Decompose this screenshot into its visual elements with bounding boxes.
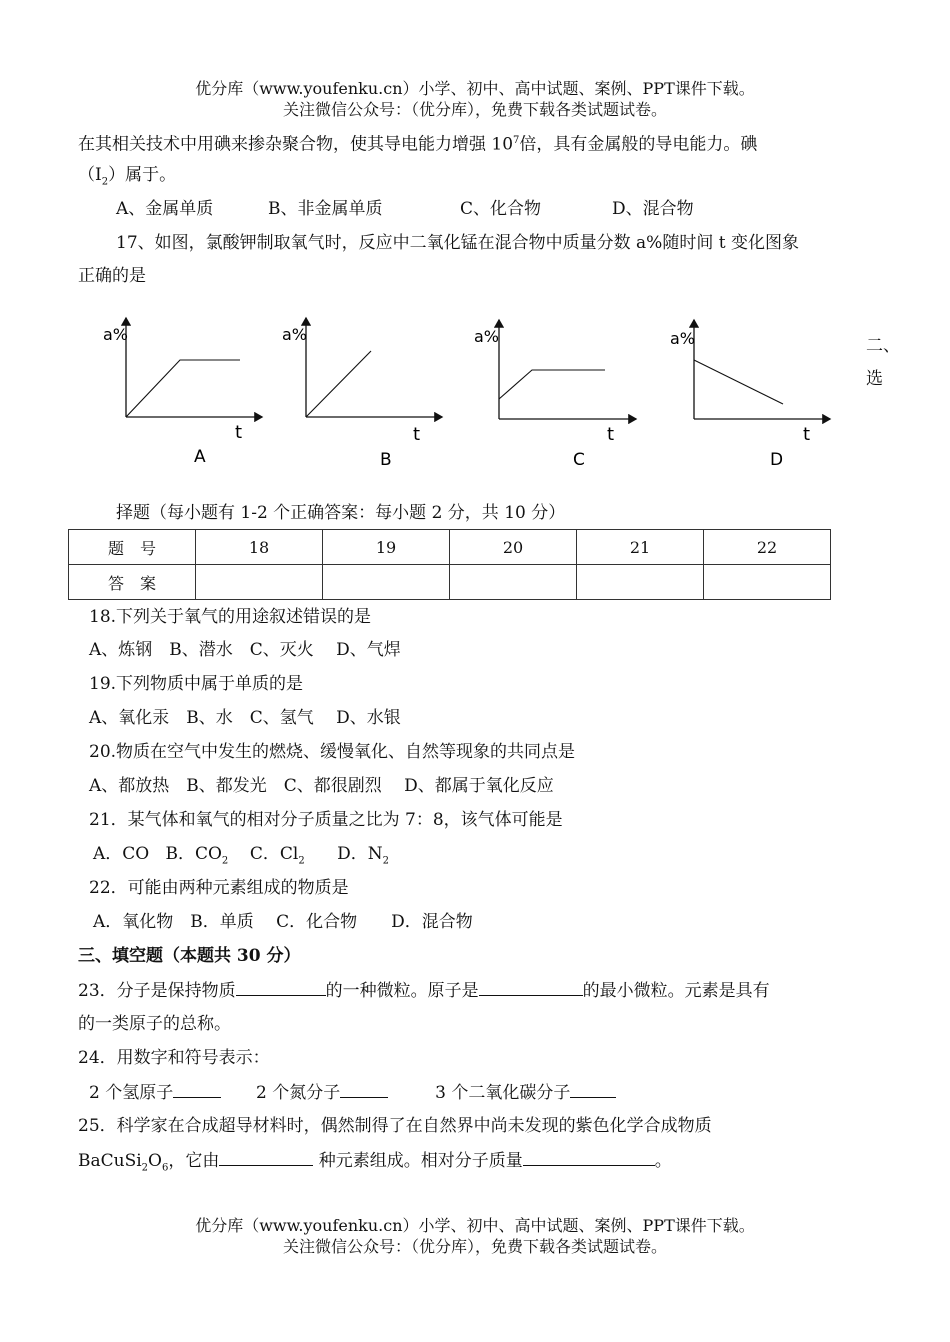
- q20-stem: 20.物质在空气中发生的燃烧、缓慢氧化、自然等现象的共同点是: [89, 742, 576, 762]
- q24-blank-3[interactable]: [570, 1079, 616, 1098]
- q16-option-c: C、化合物: [460, 199, 542, 219]
- answer-cell[interactable]: [450, 565, 577, 600]
- table-row-label: 题 号: [69, 530, 196, 565]
- graph-d: [670, 320, 830, 470]
- section3-heading: 三、填空题（本题共 30 分）: [78, 946, 301, 966]
- section2-side-2: 选: [866, 369, 883, 389]
- q25-blank-1[interactable]: [219, 1147, 313, 1166]
- graph-c-y-label: a%: [474, 327, 500, 346]
- answer-cell[interactable]: [196, 565, 323, 600]
- graph-b-curve: [306, 351, 371, 417]
- q22-stem: 22．可能由两种元素组成的物质是: [89, 878, 349, 898]
- q17-stem: 17、如图，氯酸钾制取氧气时，反应中二氧化锰在混合物中质量分数 a%随时间 t 变化图象: [116, 233, 799, 253]
- answer-cell[interactable]: [704, 565, 831, 600]
- table-question-number: 18: [196, 530, 323, 565]
- answer-cell[interactable]: [323, 565, 450, 600]
- q20-options: A、都放热 B、都发光 C、都很剧烈 D、都属于氧化反应: [89, 776, 554, 796]
- q21-stem: 21．某气体和氧气的相对分子质量之比为 7：8，该气体可能是: [89, 810, 563, 830]
- graph-a-y-label: a%: [103, 325, 129, 344]
- q17-graphs: [0, 300, 950, 480]
- footer-line-1: 优分库（www.youfenku.cn）小学、初中、高中试题、案例、PPT课件下载。: [195, 1216, 755, 1235]
- q21-options: A．CO B．$CO_2$ C．$Cl_2$ D．$N_2$: [93, 844, 390, 867]
- q25-line2: $BaCuSi_2O_6$，它由 种元素组成。相对分子质量 。: [78, 1147, 672, 1181]
- table-question-number: 19: [323, 530, 450, 565]
- q16-option-b: B、非金属单质: [268, 199, 383, 219]
- footer-line-2: 关注微信公众号：（优分库），免费下载各类试题试卷。: [282, 1237, 667, 1256]
- graph-d-caption: D: [770, 450, 784, 470]
- header-line-2: 关注微信公众号：（优分库），免费下载各类试题试卷。: [282, 100, 667, 119]
- answer-cell[interactable]: [577, 565, 704, 600]
- graph-a: [103, 318, 262, 467]
- header-line-1: 优分库（www.youfenku.cn）小学、初中、高中试题、案例、PPT课件下载。: [195, 79, 755, 98]
- q23-line1: 23．分子是保持物质 的一种微粒。原子是 的最小微粒。元素是具有: [78, 977, 770, 1004]
- q16-text-line2: $(I_2)$属于。: [78, 165, 177, 188]
- graph-b: [282, 318, 442, 470]
- q23-blank-2[interactable]: [479, 977, 583, 996]
- graph-c: [474, 320, 636, 470]
- q25-blank-2[interactable]: [523, 1147, 655, 1166]
- q22-options: A．氧化物 B．单质 C．化合物 D．混合物: [93, 912, 473, 932]
- q18-options: A、炼钢 B、潜水 C、灭火 D、气焊: [89, 640, 401, 660]
- q23-line2: 的一类原子的总称。: [78, 1014, 231, 1034]
- q19-options: A、氧化汞 B、水 C、氢气 D、水银: [89, 708, 401, 728]
- q24-parts: 2 个氢原子 2 个氮分子 3 个二氧化碳分子: [89, 1079, 616, 1106]
- graph-b-y-label: a%: [282, 325, 308, 344]
- q24-blank-2[interactable]: [340, 1079, 388, 1098]
- q23-blank-1[interactable]: [236, 977, 326, 996]
- graph-c-caption: C: [573, 450, 585, 470]
- graph-b-caption: B: [380, 450, 392, 470]
- section2-side-1: 二、: [866, 336, 900, 356]
- table-question-number: 21: [577, 530, 704, 565]
- graph-c-x-label: t: [607, 424, 615, 445]
- q16-option-a: A、金属单质: [116, 199, 214, 219]
- table-row-label: 答 案: [69, 565, 196, 600]
- graph-c-curve: [499, 370, 605, 399]
- q24-blank-1[interactable]: [173, 1079, 221, 1098]
- table-question-number: 22: [704, 530, 831, 565]
- table-row: [69, 530, 831, 565]
- table-row: [69, 565, 831, 600]
- q19-stem: 19.下列物质中属于单质的是: [89, 674, 304, 694]
- q16-option-d: D、混合物: [612, 199, 694, 219]
- graph-a-curve: [126, 360, 240, 417]
- graph-b-x-label: t: [413, 424, 421, 445]
- graph-a-caption: A: [194, 447, 206, 467]
- graph-d-y-label: a%: [670, 329, 696, 348]
- q24-stem: 24．用数字和符号表示：: [78, 1048, 270, 1068]
- graph-d-curve: [694, 360, 783, 404]
- graph-a-x-label: t: [235, 422, 243, 443]
- q18-stem: 18.下列关于氧气的用途叙述错误的是: [89, 607, 372, 627]
- answer-table: [68, 529, 831, 600]
- q17-stem-line2: 正确的是: [78, 266, 146, 286]
- table-question-number: 20: [450, 530, 577, 565]
- q16-text: 在其相关技术中用碘来掺杂聚合物，使其导电能力增强 $10^7$倍，具有金属般的导电能力。碘: [78, 134, 758, 155]
- q25-line1: 25．科学家在合成超导材料时，偶然制得了在自然界中尚未发现的紫色化学合成物质: [78, 1116, 712, 1136]
- section2-heading: 择题（每小题有 1-2 个正确答案：每小题 2 分，共 10 分）: [116, 503, 566, 523]
- graph-d-x-label: t: [803, 424, 811, 445]
